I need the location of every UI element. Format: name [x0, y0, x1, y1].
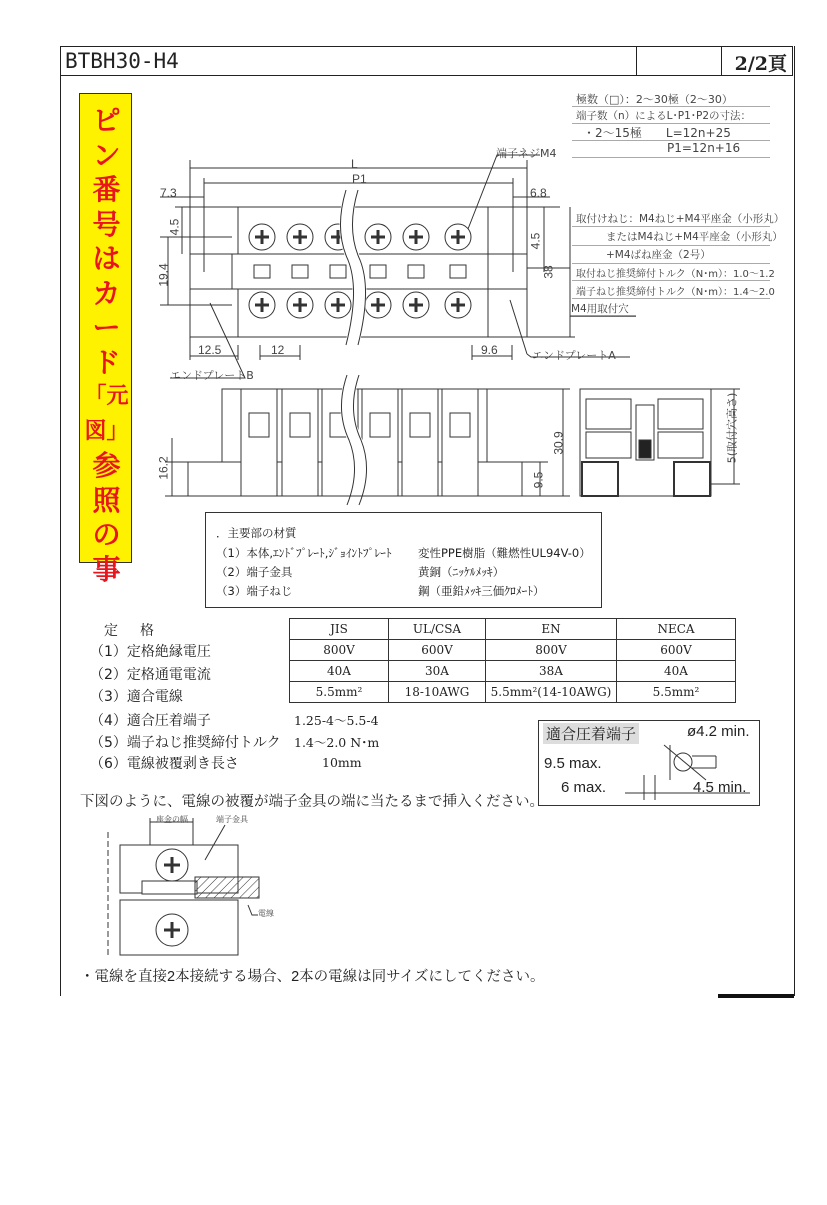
wire-label: 電線	[258, 909, 274, 918]
model-title: BTBH30-H4	[65, 49, 179, 73]
crimp-terminal-title: 適合圧着端子	[543, 723, 639, 744]
dim-6-8: 6.8	[530, 186, 547, 200]
notice-char: 参	[92, 449, 121, 482]
rating-label: （6）電線被覆剥き長さ	[90, 756, 239, 772]
max-width: 9.5 max.	[544, 755, 602, 772]
table-row	[290, 640, 736, 661]
terminal-column	[241, 389, 277, 496]
notice-char: は	[92, 242, 121, 275]
material-row-value: 変性PPE樹脂（難燃性UL94V-0）	[418, 546, 591, 560]
terminal-slot	[330, 265, 346, 278]
spring-washer: +M4ばね座金（2号）	[606, 249, 711, 261]
table-cell: 800V	[290, 640, 389, 661]
table-cell: 800V	[486, 640, 617, 661]
dimension-formula-heading: 端子数（n）によるL･P1･P2の寸法：	[576, 110, 752, 122]
material-row-value: 黄銅（ﾆｯｹﾙﾒｯｷ）	[418, 565, 505, 579]
notice-char: 図」	[84, 418, 129, 444]
rating-value: 10mm	[322, 755, 362, 770]
material-row-label: （2）端子金具	[216, 565, 293, 579]
notice-char: ピ	[92, 104, 121, 137]
terminal-column	[402, 389, 438, 496]
rating-label: （2）定格通電電流	[90, 667, 211, 683]
crimp-terminal-box	[538, 720, 760, 806]
table-header-row	[290, 619, 736, 640]
notice-char: 「元	[84, 384, 129, 409]
screw-label: 端子ネジM4	[496, 147, 557, 160]
table-header: EN	[486, 619, 617, 640]
dim-38: 38	[541, 265, 556, 279]
terminal-column	[282, 389, 318, 496]
terminal-column	[362, 389, 398, 496]
table-cell: 5.5mm²	[617, 682, 736, 703]
rating-label: （1）定格絶縁電圧	[90, 644, 211, 660]
max-length: 6 max.	[561, 779, 607, 796]
terminal-slot	[450, 265, 466, 278]
rating-value: 1.25-4～5.5-4	[294, 713, 379, 728]
dim-4-5-right: 4.5	[528, 232, 543, 250]
notice-char: 番	[92, 173, 121, 206]
notice-char: 号	[92, 207, 121, 241]
dim-12-5: 12.5	[198, 343, 222, 357]
ratings-table	[289, 618, 736, 703]
dim-9-6: 9.6	[481, 343, 498, 357]
mount-hole-label: M4用取付穴	[571, 303, 629, 315]
min-length: 4.5 min.	[693, 779, 747, 796]
table-cell: 38A	[486, 661, 617, 682]
end-plate-a-label: エンドプレートA	[532, 349, 616, 362]
notice-char: ド	[92, 345, 121, 379]
table-cell: 40A	[290, 661, 389, 682]
pole-count-spec: 極数（□）：2～30極（2～30）	[576, 93, 733, 106]
formula-P1: P1=12n+16	[667, 141, 741, 155]
table-row	[290, 682, 736, 703]
table-cell: 30A	[389, 661, 486, 682]
table-header: NECA	[617, 619, 736, 640]
rating-value: 1.4～2.0 N･m	[294, 735, 380, 750]
table-header: UL/CSA	[389, 619, 486, 640]
materials-box	[205, 512, 602, 608]
material-row-label: （3）端子ねじ	[216, 584, 293, 598]
table-cell: 40A	[617, 661, 736, 682]
terminal-slot	[292, 265, 308, 278]
notice-char: ン	[92, 138, 121, 172]
rating-label: （4）適合圧着端子	[90, 713, 211, 729]
mounting-screw: 取付けねじ：M4ねじ+M4平座金（小形丸）	[576, 213, 785, 225]
notice-char: カ	[92, 276, 121, 310]
notice-char: の	[92, 518, 121, 551]
table-header: JIS	[290, 619, 389, 640]
terminal-torque: 端子ねじ推奨締付トルク（N･m）：1.4～2.0	[576, 287, 775, 298]
mounting-screw-alt: またはM4ねじ+M4平座金（小形丸）	[606, 231, 783, 243]
terminal-column	[442, 389, 478, 496]
wire-insert-note: 下図のように、電線の被覆が端子金具の端に当たるまで挿入ください。	[80, 794, 544, 810]
table-cell: 600V	[617, 640, 736, 661]
dim-9-5: 9.5	[531, 471, 546, 489]
dim-30-9: 30.9	[551, 431, 566, 455]
mount-torque: 取付ねじ推奨締付トルク（N･m）：1.0～1.2	[576, 269, 775, 280]
footer-note: ・電線を直接2本接続する場合、2本の電線は同サイズにしてください。	[80, 969, 545, 985]
rating-label: （3）適合電線	[90, 689, 183, 705]
materials-title: ．主要部の材質	[216, 526, 297, 540]
terminal-slot	[408, 265, 424, 278]
material-row-label: （1）本体,ｴﾝﾄﾞﾌﾟﾚｰﾄ,ｼﾞｮｲﾝﾄﾌﾟﾚｰﾄ	[216, 546, 392, 560]
notice-char: ー	[92, 311, 121, 344]
notice-char: 照	[92, 483, 121, 517]
table-cell: 18-10AWG	[389, 682, 486, 703]
dim-12: 12	[271, 343, 285, 357]
terminal-metal-label: 端子金具	[216, 815, 248, 824]
dim-P1: P1	[352, 172, 367, 186]
seat-width-label: 座金の幅	[156, 815, 188, 824]
formula-L: ・2～15極 L=12n+25	[583, 126, 731, 140]
dim-4-5-left: 4.5	[167, 218, 182, 236]
rating-label: （5）端子ねじ推奨締付トルク	[90, 735, 281, 751]
table-cell: 5.5mm²(14-10AWG)	[486, 682, 617, 703]
end-plate-b-label: エンドプレートB	[170, 369, 254, 382]
table-row	[290, 661, 736, 682]
terminal-slot	[370, 265, 386, 278]
dim-16-2: 16.2	[156, 456, 171, 480]
table-cell: 600V	[389, 640, 486, 661]
notice-char: 事	[92, 552, 121, 586]
table-cell: 5.5mm²	[290, 682, 389, 703]
dim-5-mount-height: 5(取付穴高さ)	[725, 392, 739, 464]
dim-19-4: 19.4	[156, 263, 171, 287]
hole-diameter: ø4.2 min.	[687, 723, 750, 740]
page-number: 2/2頁	[734, 53, 787, 75]
dim-7-3: 7.3	[160, 186, 177, 200]
material-row-value: 鋼（亜鉛ﾒｯｷ三価ｸﾛﾒｰﾄ）	[418, 584, 545, 598]
ratings-heading: 定格	[104, 623, 176, 639]
terminal-slot	[254, 265, 270, 278]
dim-L: L	[351, 157, 358, 171]
